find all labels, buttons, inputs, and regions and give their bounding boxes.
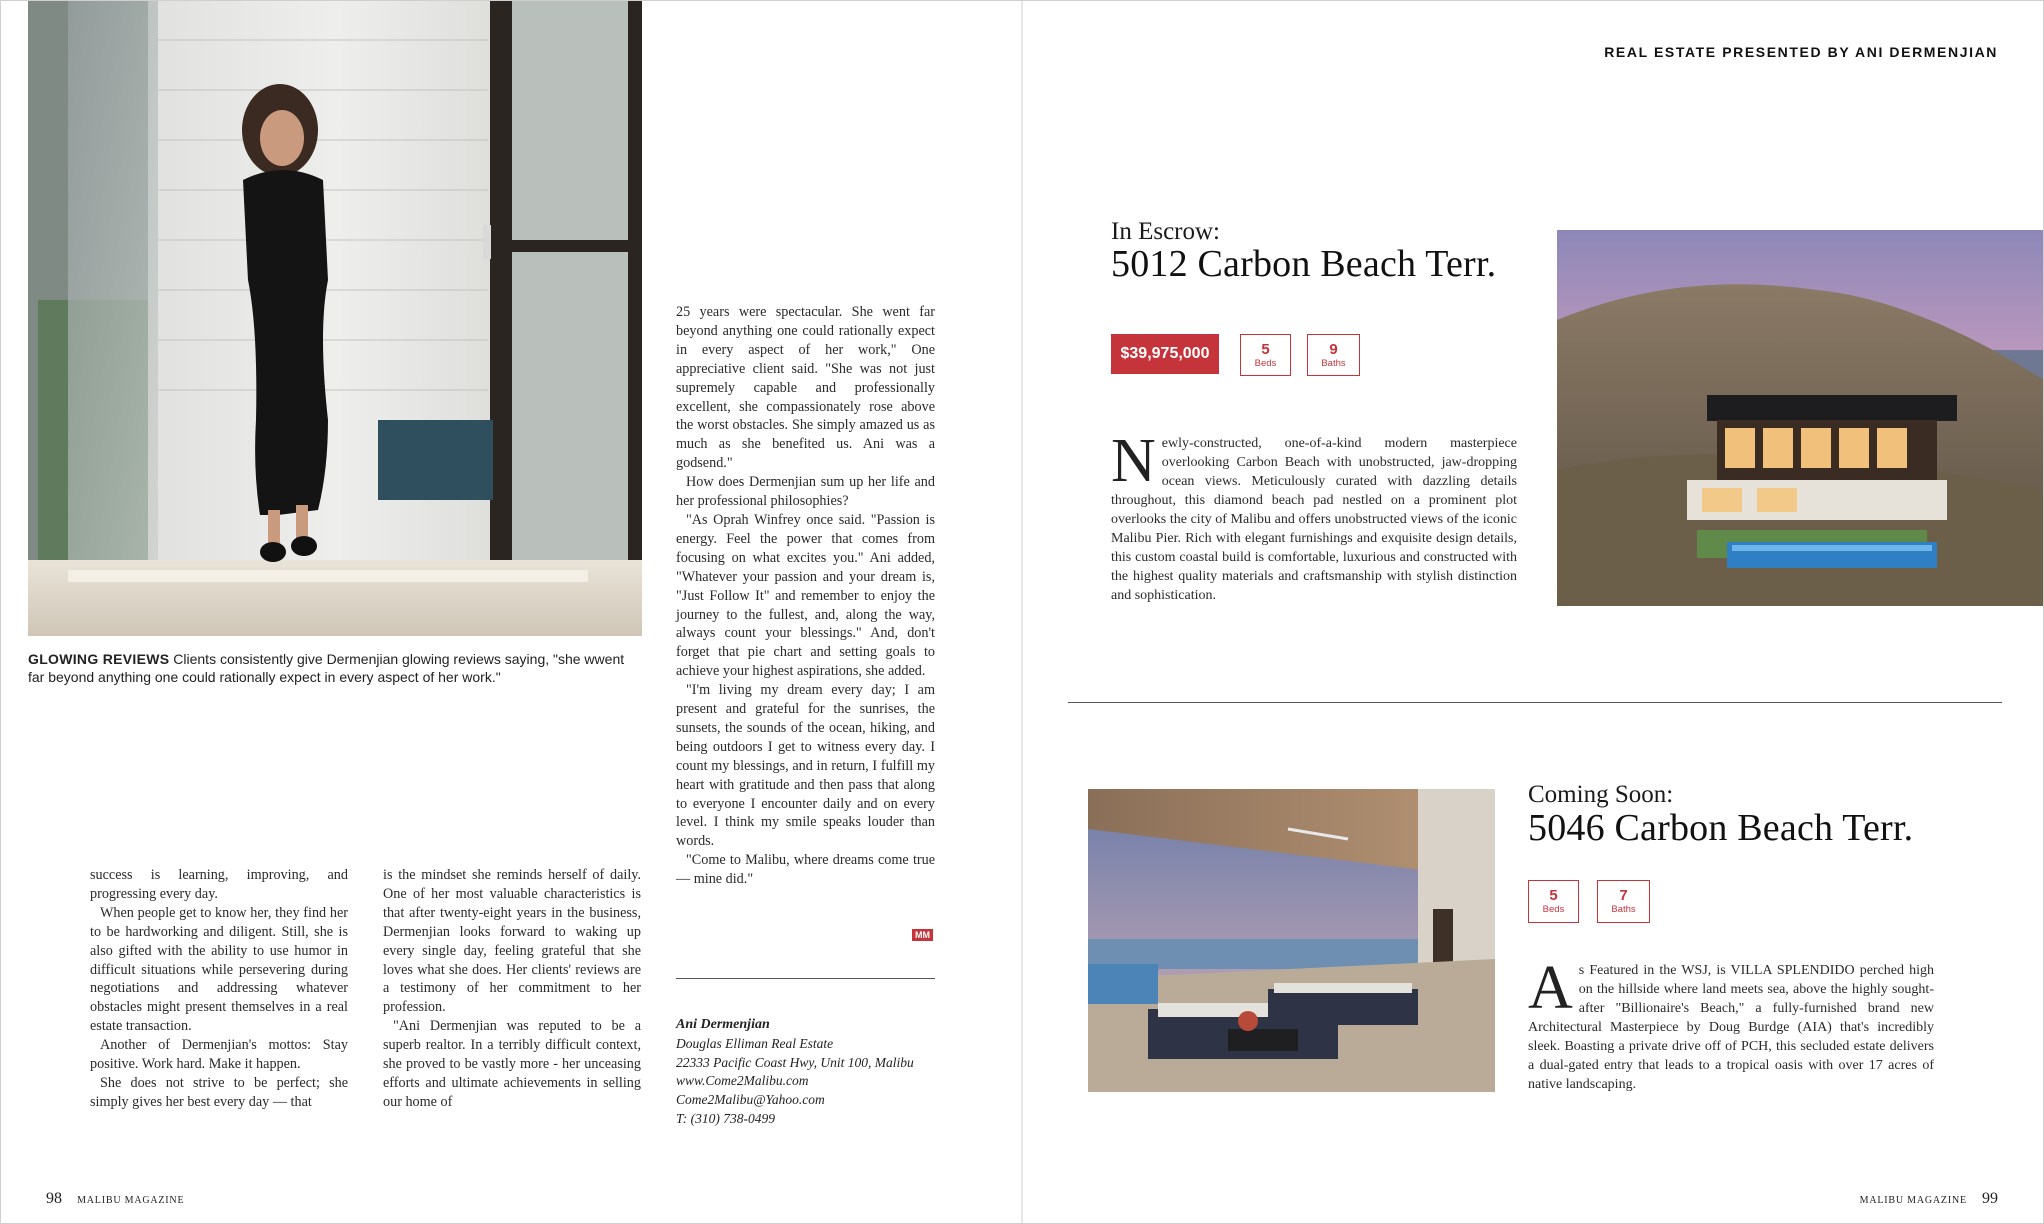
right-page-header: REAL ESTATE PRESENTED BY ANI DERMENJIAN — [1604, 44, 1998, 60]
listings-divider — [1068, 702, 2002, 703]
contact-block — [676, 1016, 976, 1129]
listing2-title: 5046 Carbon Beach Terr. — [1528, 807, 1914, 849]
listing2-baths-label: Baths — [1611, 904, 1636, 915]
listing2-baths-value: 7 — [1619, 887, 1628, 904]
caption-lead: GLOWING REVIEWS — [28, 651, 170, 667]
photo-caption — [28, 650, 642, 686]
right-magazine-name: MALIBU MAGAZINE — [1859, 1195, 1967, 1206]
col1-paragraph: When people get to know her, they find her to be hardworking and diligent. Still, she is also gifted with the ability to use humor in difficult situations while persevering during negotiations and addressing whatever obstacles might present themselves in a real estate transaction. — [90, 904, 348, 1035]
listing1-status: In Escrow: — [1111, 218, 1220, 245]
listing1-beds-label: Beds — [1254, 358, 1277, 369]
listing1-description — [1111, 427, 1517, 605]
col2-paragraph: "Ani Dermenjian was reputed to be a superb realtor. In a terribly difficult context, she proved to be vastly more - her unceasing efforts and ultimate achievements in selling our home of — [383, 1018, 641, 1110]
listing2-description-text: s Featured in the WSJ, is VILLA SPLENDIDO perched high on the hillside where land meets sea, above the highly sought-after "Billionaire's Beach," a fully-furnished brand new Architectural Masterpiece by Doug Burdge (AIA) that's incredibly sleek. Boasting a private drive off of PCH, this secluded estate delivers a dual-gated entry that leads to a tropical oasis with over 17 acres of native landscaping. — [1528, 963, 1934, 1092]
left-footer — [46, 1188, 184, 1208]
col3-paragraph: "As Oprah Winfrey once said. "Passion is energy. Feel the power that comes from focusing on what excites you." Ani added, "Whatever your passion and your dream is, "Just Follow It" and remember to enjoy the journey to the fullest, and, along the way, always count your blessings." And, don't forget that pie chart and setting goals to achieve your highest aspirations, she added. — [676, 511, 935, 680]
col3-paragraph: How does Dermenjian sum up her life and her professional philosophies? — [676, 474, 935, 510]
spread-gutter — [1021, 0, 1023, 1224]
listing1-baths-badge — [1307, 334, 1360, 376]
patio-photo-icon — [1088, 789, 1495, 1092]
col2-paragraph: is the mindset she reminds herself of daily. One of her most valuable characteristics is that after twenty-eight years in the business, Dermenjian looks forward to waking up every single day, feeling grateful that she loves what she does. Her clients' reviews are a testimony of her commitment to her profession. — [383, 867, 641, 1016]
contact-address: 22333 Pacific Coast Hwy, Unit 100, Malibu — [676, 1054, 914, 1070]
article-column-3 — [676, 303, 935, 889]
col3-paragraph: 25 years were spectacular. She went far beyond anything one could rationally expect in every aspect of her work," One appreciative client said. "She was not just supremely capable and professionally excellent, she compassionately rose above the worst obstacles. She simply amazed us as much as she benefited us. Ani was a godsend." — [676, 304, 935, 472]
col1-paragraph: She does not strive to be perfect; she simply gives her best every day — that — [90, 1074, 348, 1110]
col1-paragraph: Another of Dermenjian's mottos: Stay positive. Work hard. Make it happen. — [90, 1037, 348, 1073]
listing2-beds-label: Beds — [1542, 904, 1565, 915]
listing1-beds-badge — [1240, 334, 1291, 376]
col1-paragraph: success is learning, improving, and progressing every day. — [90, 867, 348, 902]
listing1-beds-value: 5 — [1261, 341, 1270, 358]
left-page-number: 98 — [46, 1190, 62, 1207]
portrait-photo — [28, 0, 642, 636]
right-footer — [1860, 1188, 1998, 1208]
listing1-photo — [1557, 230, 2044, 606]
col3-paragraph: "I'm living my dream every day; I am present and grateful for the sunrises, the sunsets, the sounds of the ocean, hiking, and being outdoors I get to witness every day. I count my blessings, and in return, I fulfill my heart with gratitude and then pass that along to everyone I encounter daily and on every level. I think my smile speaks louder than words. — [676, 682, 935, 850]
contact-email[interactable]: Come2Malibu@Yahoo.com — [676, 1092, 825, 1108]
listing1-price-badge: $39,975,000 — [1111, 334, 1219, 374]
listing2-description — [1528, 954, 1934, 1094]
listing2-photo — [1088, 789, 1495, 1092]
house-photo-icon — [1557, 230, 2044, 606]
listing2-beds-value: 5 — [1549, 887, 1558, 904]
listing2-status: Coming Soon: — [1528, 781, 1674, 808]
listing1-baths-value: 9 — [1329, 341, 1338, 358]
contact-divider — [676, 978, 935, 979]
listing2-dropcap: A — [1528, 954, 1573, 1022]
article-column-1 — [90, 866, 348, 1112]
contact-website[interactable]: www.Come2Malibu.com — [676, 1073, 809, 1089]
end-mark-badge: MM — [912, 929, 933, 941]
listing1-description-text: ewly-constructed, one-of-a-kind modern masterpiece overlooking Carbon Beach with unobstructed, jaw-dropping ocean views. Meticulously curated with dazzling details throughout, this diamond beach pad nestled on a prominent plot overlooks the city of Malibu and offers unobstructed views of the iconic Malibu Pier. Rich with elegant furnishings and exquisite design details, this custom coastal build is comfortable, luxurious and constructed with the highest quality materials and craftsmanship with stylish distinction and sophistication. — [1111, 436, 1517, 603]
listing2-beds-badge — [1528, 880, 1579, 923]
portrait-photo-icon — [28, 0, 642, 636]
col3-paragraph: "Come to Malibu, where dreams come true — mine did." — [676, 852, 935, 888]
listing1-title: 5012 Carbon Beach Terr. — [1111, 243, 1497, 285]
contact-phone: T: (310) 738-0499 — [676, 1110, 775, 1126]
left-magazine-name: MALIBU MAGAZINE — [77, 1195, 185, 1206]
caption-text: Clients consistently give Dermenjian glowing reviews saying, "she wwent far beyond anything one could rationally expect in every aspect of her work." — [28, 651, 625, 685]
listing2-baths-badge — [1597, 880, 1650, 923]
right-page-number: 99 — [1982, 1190, 1998, 1207]
article-column-2 — [383, 866, 641, 1112]
contact-name: Ani Dermenjian — [676, 1017, 770, 1032]
listing1-dropcap: N — [1111, 427, 1156, 495]
listing1-baths-label: Baths — [1321, 358, 1346, 369]
contact-company: Douglas Elliman Real Estate — [676, 1035, 834, 1051]
